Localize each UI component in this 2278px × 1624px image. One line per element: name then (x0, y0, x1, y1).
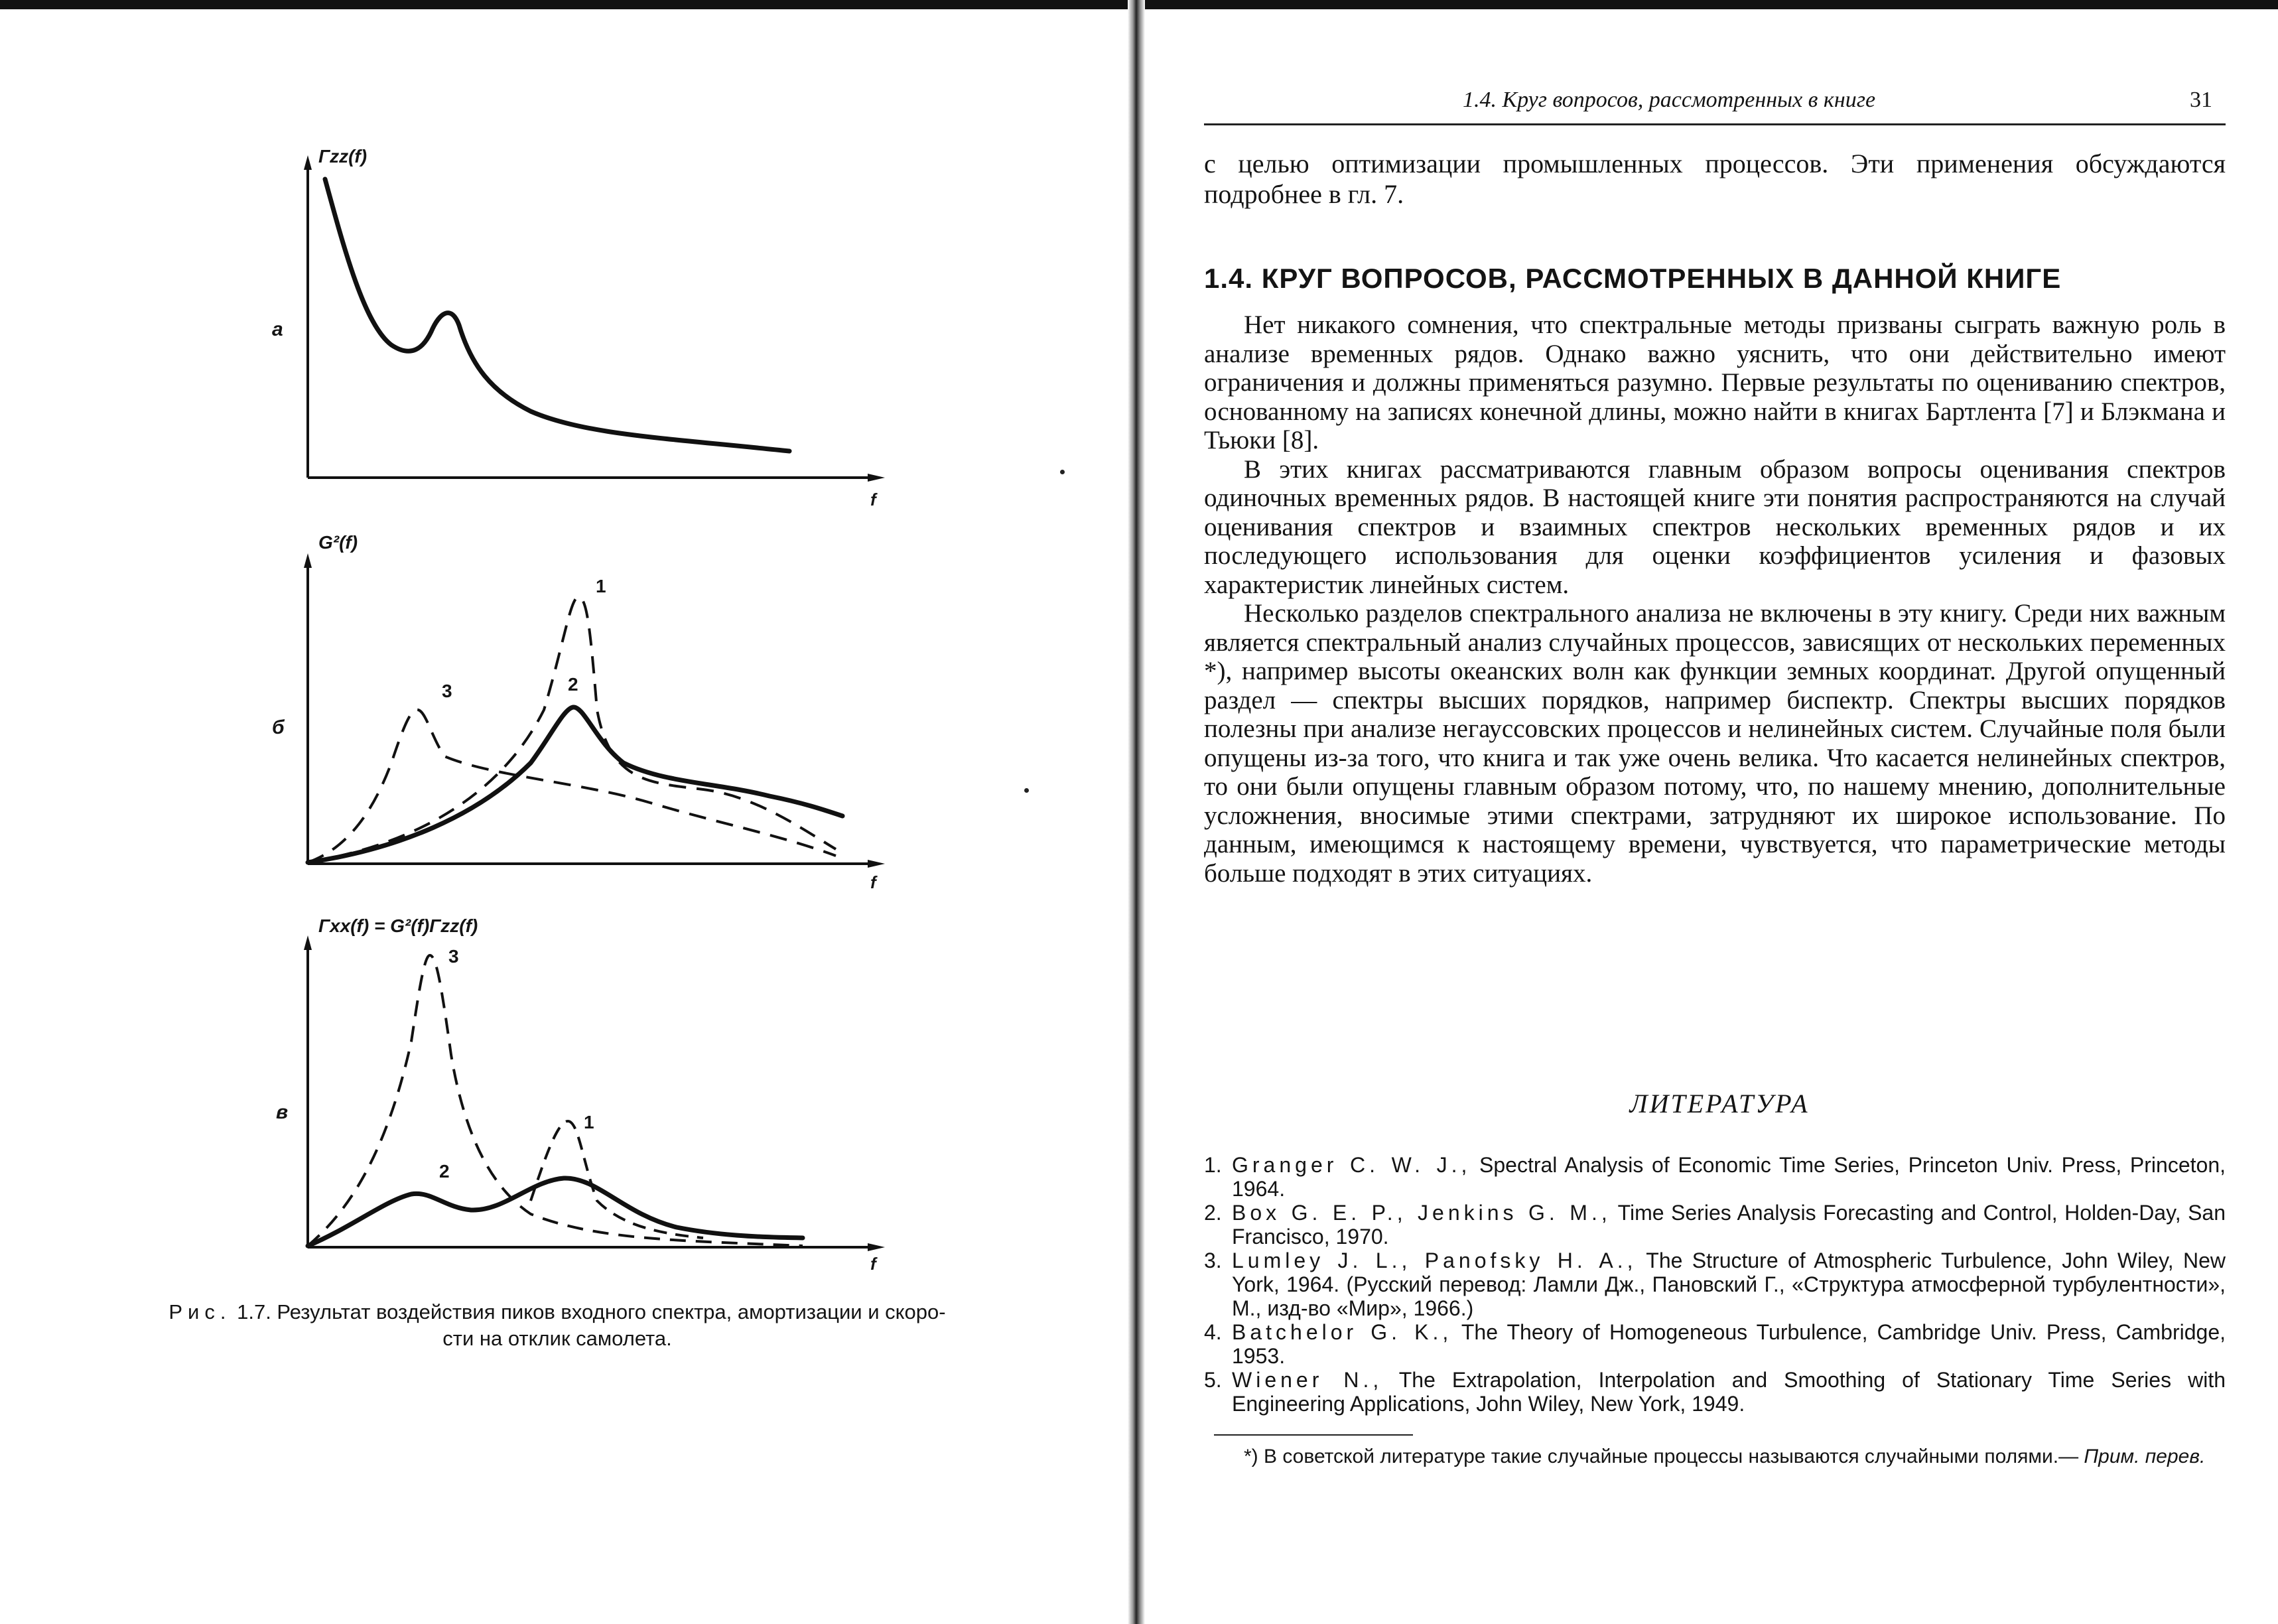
panel-b-y-arrow (304, 553, 312, 568)
figure-caption (0, 1299, 1114, 1352)
reference-number: 1. (1204, 1153, 1222, 1177)
caption-line-1 (0, 1299, 1114, 1325)
panel-b-x-arrow (868, 860, 885, 868)
footnote-text: *) В советской литературе такие случайные процессы называются случайными полями.— (1244, 1446, 2079, 1467)
section-title: 1.4. КРУГ ВОПРОСОВ, РАССМОТРЕННЫХ В ДАННОЙ КНИГЕ (1204, 263, 2062, 294)
right-page (1161, 0, 2278, 1624)
reference-text: Spectral Analysis of Economic Time Series, Princeton Univ. Press, Princeton, 1964. (1232, 1153, 2226, 1201)
reference-item (1204, 1249, 2226, 1320)
reference-item (1204, 1320, 2226, 1368)
figure-drawing (252, 126, 949, 1267)
reference-author: Batchelor G. K., (1232, 1320, 1453, 1344)
panel-b (304, 553, 885, 868)
panel-a-y-title: Γzz(f) (318, 146, 368, 167)
reference-number: 3. (1204, 1249, 1222, 1272)
left-page (0, 0, 1114, 1624)
running-head (1204, 85, 2226, 125)
reference-number: 4. (1204, 1320, 1222, 1344)
reference-author: Box G. E. P., Jenkins G. M., (1232, 1201, 1611, 1225)
body-paragraph: Нет никакого сомнения, что спектральные методы призваны сыграть важную роль в анализе временных рядов. Однако важно уяснить, что они действительно имеют ограничения и должны применяться разумно. Первые результаты по оцениванию спектров, основанному на записях конечной длины, можно найти в книгах Бартлента [7] и Блэкмана и Тьюки [8]. (1204, 310, 2226, 454)
reference-text: The Extrapolation, Interpolation and Smoothing of Stationary Time Series with Engineering Applications, John Wiley, New York, 1949. (1232, 1368, 2226, 1416)
reference-author: Wiener N., (1232, 1368, 1383, 1392)
panel-b-y-title: G²(f) (318, 532, 358, 553)
panel-b-curve-label-3: 3 (442, 681, 452, 701)
panel-c-y-title: Γxx(f) = G²(f)Γzz(f) (318, 915, 478, 936)
panel-c-x-label: f (870, 1254, 876, 1274)
book-gutter (1114, 0, 1161, 1624)
panel-b-label: б (272, 716, 285, 738)
panel-c-curve-2 (308, 1178, 803, 1246)
reference-text: Time Series Analysis Forecasting and Control, Holden-Day, San Francisco, 1970. (1232, 1201, 2226, 1249)
panel-b-curve-1 (308, 597, 836, 862)
reference-number: 5. (1204, 1368, 1222, 1392)
footnote (1204, 1445, 2226, 1469)
reference-item (1204, 1153, 2226, 1201)
section-body (1204, 310, 2226, 888)
panel-b-curve-label-2: 2 (568, 674, 578, 695)
body-paragraph: В этих книгах рассматриваются главным образом вопросы оценивания спектров одиночных временных рядов. В настоящей книге эти понятия распространяются на случай оценивания спектров и взаимных спектров нескольких временных рядов и их последующего использования для оценки коэффициентов усиления и фазовых характеристик линейных систем. (1204, 454, 2226, 599)
reference-number: 2. (1204, 1201, 1222, 1225)
reference-author: Granger C. W. J., (1232, 1153, 1471, 1177)
continued-paragraph: с целью оптимизации промышленных процессов. Эти применения обсуждаются подробнее в гл. 7. (1204, 149, 2226, 209)
scan-speck (1024, 788, 1029, 793)
figure-1-7 (252, 126, 949, 1274)
panel-c-curve-label-3: 3 (448, 946, 459, 967)
panel-b-curve-label-1: 1 (596, 576, 606, 596)
panel-a-label: а (272, 318, 283, 340)
panel-c-curve-label-1: 1 (584, 1112, 594, 1132)
caption-prefix: Рис. (168, 1300, 232, 1323)
panel-b-x-label: f (870, 872, 876, 892)
panel-a (304, 155, 885, 482)
caption-line-2: сти на отклик самолета. (442, 1327, 672, 1350)
page-number: 31 (2190, 88, 2212, 112)
footnote-note: Прим. перев. (2084, 1446, 2206, 1467)
panel-c-label: в (276, 1101, 289, 1123)
panel-a-x-label: f (870, 490, 876, 509)
reference-author: Lumley J. L., Panofsky H. A., (1232, 1249, 1637, 1272)
panel-c (304, 935, 885, 1251)
panel-c-y-arrow (304, 935, 312, 950)
caption-text: 1.7. Результат воздействия пиков входного спектра, амортизации и скоро- (237, 1300, 946, 1323)
reference-text: The Theory of Homogeneous Turbulence, Cambridge Univ. Press, Cambridge, 1953. (1232, 1320, 2226, 1368)
panel-c-curve-3 (308, 955, 803, 1246)
panel-c-x-arrow (868, 1243, 885, 1251)
references-list (1204, 1153, 2226, 1416)
reference-text: The Structure of Atmospheric Turbulence, John Wiley, New York, 1964. (Русский перевод: Ламли Дж., Пановский Г., «Структура атмосферной турбулентности», М., изд-во «Мир», 1966.) (1232, 1249, 2226, 1320)
references-title: ЛИТЕРАТУРА (1629, 1089, 1810, 1118)
body-paragraph: Несколько разделов спектрального анализа не включены в эту книгу. Среди них важным является спектральный анализ случайных процессов, зависящих от нескольких переменных *), например высоты океанских волн как функции земных координат. Другой опущенный раздел — спектры высших порядков, например биспектр. Спектры высших порядков полезны при анализе негауссовских процессов и нелинейных систем. Случайные поля были опущены из-за того, что книга и так уже очень велика. Что касается нелинейных спектров, то они были опущены главным образом потому, что, по нашему мнению, дополнительные усложнения, вносимые этими спектрами, затрудняют их широкое использование. По данным, имеющимся к настоящему времени, чувствуется, что параметрические методы больше подходят в этих ситуациях. (1204, 599, 2226, 888)
panel-a-x-arrow (868, 474, 885, 482)
gutter-shadow (1128, 0, 1145, 1624)
running-head-title: 1.4. Круг вопросов, рассмотренных в книге (1463, 88, 1876, 112)
panel-c-curve-label-2: 2 (439, 1161, 450, 1182)
footnote-rule (1214, 1434, 1413, 1436)
reference-item (1204, 1368, 2226, 1416)
scan-speck (1060, 470, 1065, 474)
panel-b-curve-3 (308, 710, 836, 862)
reference-item (1204, 1201, 2226, 1249)
panel-b-curve-2 (308, 707, 842, 862)
panel-a-y-arrow (304, 155, 312, 170)
panel-a-curve (325, 179, 789, 451)
